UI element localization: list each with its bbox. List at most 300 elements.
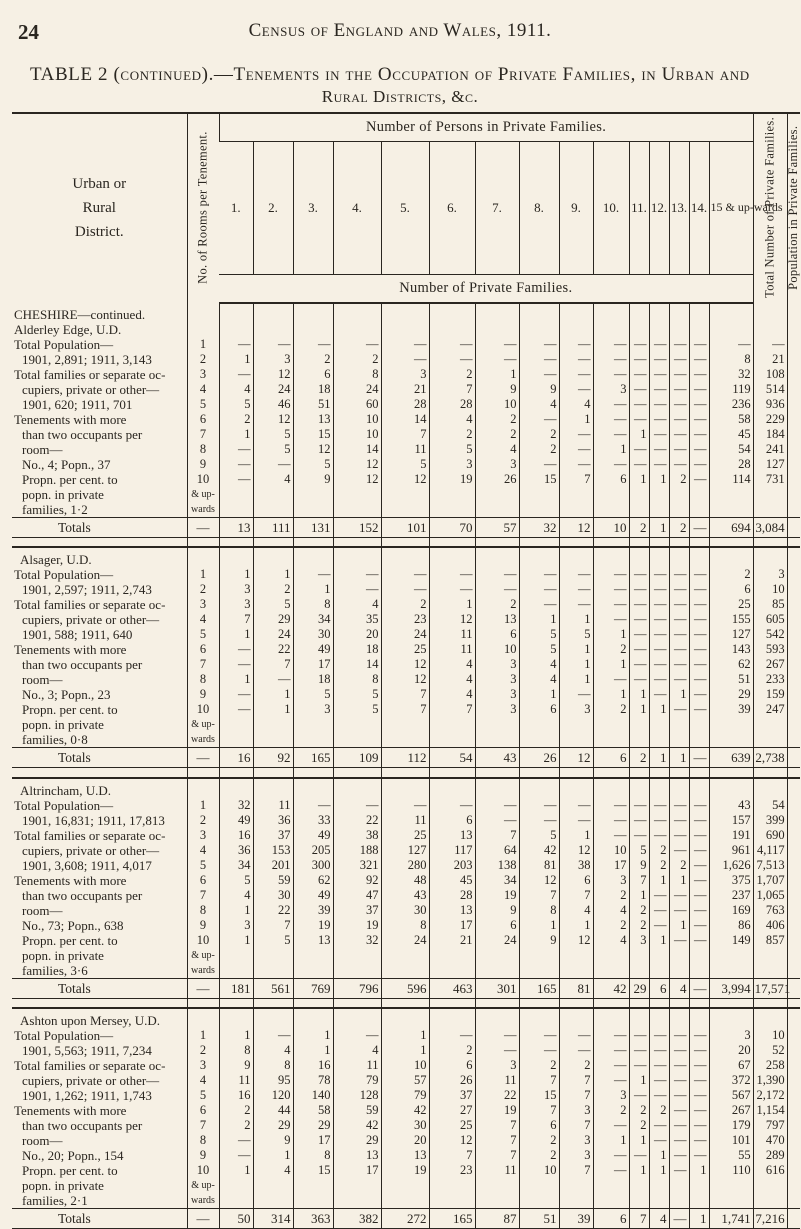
blank-cell bbox=[381, 717, 429, 732]
totals-value: 769 bbox=[293, 978, 333, 998]
rooms-wards: wards bbox=[187, 732, 219, 748]
persons-value: 3 bbox=[475, 687, 519, 702]
persons-value: 1 bbox=[629, 1073, 649, 1088]
persons-value: 37 bbox=[253, 828, 293, 843]
persons-value: — bbox=[669, 597, 689, 612]
district-name-filler bbox=[709, 303, 753, 322]
persons-value: 4 bbox=[593, 903, 629, 918]
persons-value: — bbox=[649, 427, 669, 442]
blank-cell bbox=[753, 963, 787, 979]
persons-value: — bbox=[475, 582, 519, 597]
persons-value: — bbox=[669, 337, 689, 352]
blank-cell bbox=[689, 963, 709, 979]
total-families-value: 169 bbox=[709, 903, 753, 918]
row-edge bbox=[787, 1163, 800, 1178]
persons-value: 7 bbox=[475, 1118, 519, 1133]
persons-value: 1 bbox=[429, 597, 475, 612]
persons-value: 34 bbox=[293, 612, 333, 627]
persons-value: 6 bbox=[429, 813, 475, 828]
persons-value: 5 bbox=[253, 442, 293, 457]
blank-cell bbox=[593, 1193, 629, 1209]
persons-value: — bbox=[219, 657, 253, 672]
persons-value: 60 bbox=[333, 397, 381, 412]
persons-value: 20 bbox=[381, 1133, 429, 1148]
persons-value: 7 bbox=[519, 1103, 559, 1118]
persons-value: — bbox=[689, 828, 709, 843]
blank-cell bbox=[709, 502, 753, 518]
persons-value: — bbox=[219, 1133, 253, 1148]
population-value: 542 bbox=[753, 627, 787, 642]
persons-value: — bbox=[559, 687, 593, 702]
persons-value: 2 bbox=[519, 1148, 559, 1163]
totals-value: 26 bbox=[519, 748, 559, 768]
row-label: room— bbox=[22, 902, 63, 918]
spacer-cell bbox=[753, 998, 787, 1008]
population-value: 514 bbox=[753, 382, 787, 397]
persons-value: 9 bbox=[219, 1058, 253, 1073]
persons-value: — bbox=[669, 582, 689, 597]
blank-cell bbox=[559, 487, 593, 502]
district-name-filler bbox=[753, 547, 787, 567]
table-row bbox=[12, 1028, 800, 1043]
row-edge bbox=[787, 1073, 800, 1088]
table-row bbox=[12, 828, 800, 843]
rooms-value: 7 bbox=[187, 427, 219, 442]
persons-value: 20 bbox=[333, 627, 381, 642]
blank-cell bbox=[219, 502, 253, 518]
blank-cell bbox=[669, 963, 689, 979]
row-label: cupiers, private or other— bbox=[22, 1073, 160, 1089]
persons-value: 1 bbox=[559, 672, 593, 687]
row-edge bbox=[787, 442, 800, 457]
totals-value: 2 bbox=[629, 748, 649, 768]
totals-value: 796 bbox=[333, 978, 381, 998]
persons-value: 32 bbox=[219, 798, 253, 813]
total-families-value: 86 bbox=[709, 918, 753, 933]
blank-cell bbox=[429, 1193, 475, 1209]
total-families-value: 237 bbox=[709, 888, 753, 903]
spacer-cell bbox=[187, 768, 219, 778]
district-name-filler bbox=[689, 1008, 709, 1028]
persons-value: — bbox=[649, 1133, 669, 1148]
table-row-extra bbox=[12, 1193, 800, 1209]
persons-col-header: 7. bbox=[475, 141, 519, 275]
persons-value: 7 bbox=[475, 1148, 519, 1163]
spacer-cell bbox=[519, 998, 559, 1008]
census-table bbox=[12, 112, 800, 1229]
population-value: 857 bbox=[753, 933, 787, 948]
row-edge bbox=[787, 427, 800, 442]
population-value: 936 bbox=[753, 397, 787, 412]
persons-value: — bbox=[649, 1088, 669, 1103]
totals-value: 1,741 bbox=[709, 1209, 753, 1229]
spacer-cell bbox=[559, 768, 593, 778]
district-name-filler bbox=[787, 322, 800, 337]
persons-value: — bbox=[649, 612, 669, 627]
persons-value: 8 bbox=[519, 903, 559, 918]
persons-col-header: 3. bbox=[293, 141, 333, 275]
spacer-cell bbox=[333, 998, 381, 1008]
row-edge bbox=[787, 582, 800, 597]
persons-value: 7 bbox=[559, 1118, 593, 1133]
district-name-filler bbox=[333, 547, 381, 567]
persons-value: — bbox=[649, 918, 669, 933]
rooms-value: 1 bbox=[187, 798, 219, 813]
totals-value: 4 bbox=[649, 1209, 669, 1229]
rooms-value: 9 bbox=[187, 918, 219, 933]
persons-value: — bbox=[219, 642, 253, 657]
persons-value: — bbox=[689, 873, 709, 888]
persons-value: 28 bbox=[381, 397, 429, 412]
running-head: Census of England and Wales, 1911. bbox=[248, 20, 552, 41]
persons-value: 3 bbox=[559, 1133, 593, 1148]
persons-value: 29 bbox=[333, 1133, 381, 1148]
district-name-filler bbox=[253, 322, 293, 337]
persons-value: — bbox=[649, 798, 669, 813]
persons-value: — bbox=[689, 888, 709, 903]
table-row bbox=[12, 843, 800, 858]
district-name-filler bbox=[519, 1008, 559, 1028]
blank-cell bbox=[593, 717, 629, 732]
row-edge bbox=[787, 918, 800, 933]
district-name-filler bbox=[787, 1008, 800, 1028]
blank-cell bbox=[519, 502, 559, 518]
persons-value: — bbox=[689, 1133, 709, 1148]
table-row bbox=[12, 1118, 800, 1133]
persons-value: — bbox=[293, 567, 333, 582]
blank-cell bbox=[429, 1178, 475, 1193]
persons-value: 49 bbox=[219, 813, 253, 828]
persons-value: — bbox=[593, 798, 629, 813]
persons-value: — bbox=[593, 1148, 629, 1163]
persons-value: 23 bbox=[381, 612, 429, 627]
persons-value: 1 bbox=[629, 888, 649, 903]
persons-value: 1 bbox=[219, 567, 253, 582]
table-row bbox=[12, 1133, 800, 1148]
district-name-filler bbox=[649, 303, 669, 322]
blank-cell bbox=[519, 948, 559, 963]
persons-value: 3 bbox=[475, 702, 519, 717]
district-name-filler bbox=[669, 778, 689, 798]
persons-value: 8 bbox=[253, 1058, 293, 1073]
population-value: 54 bbox=[753, 798, 787, 813]
population-value: 52 bbox=[753, 1043, 787, 1058]
population-value: 399 bbox=[753, 813, 787, 828]
persons-value: 7 bbox=[559, 1073, 593, 1088]
persons-value: — bbox=[689, 427, 709, 442]
persons-value: 300 bbox=[293, 858, 333, 873]
district-name-filler bbox=[519, 778, 559, 798]
total-families-value: 28 bbox=[709, 457, 753, 472]
persons-value: 5 bbox=[293, 457, 333, 472]
blank-cell bbox=[669, 487, 689, 502]
persons-value: 7 bbox=[381, 427, 429, 442]
persons-value: — bbox=[629, 582, 649, 597]
persons-value: 79 bbox=[333, 1073, 381, 1088]
row-label: families, 2·1 bbox=[22, 1193, 88, 1209]
blank-cell bbox=[333, 1178, 381, 1193]
blank-cell bbox=[753, 1178, 787, 1193]
row-edge bbox=[787, 843, 800, 858]
persons-value: 1 bbox=[593, 442, 629, 457]
persons-value: 5 bbox=[293, 687, 333, 702]
persons-value: 42 bbox=[333, 1118, 381, 1133]
persons-value: 24 bbox=[381, 933, 429, 948]
persons-value: 1 bbox=[649, 702, 669, 717]
persons-value: 15 bbox=[293, 427, 333, 442]
total-families-value: 110 bbox=[709, 1163, 753, 1178]
spacer-cell bbox=[709, 768, 753, 778]
persons-value: 5 bbox=[219, 397, 253, 412]
district-name-filler bbox=[381, 778, 429, 798]
totals-value: 112 bbox=[381, 748, 429, 768]
persons-value: 15 bbox=[519, 1088, 559, 1103]
persons-value: — bbox=[559, 382, 593, 397]
spacer-cell bbox=[12, 537, 187, 547]
persons-col-header: 13. bbox=[669, 141, 689, 275]
totals-value: 6 bbox=[649, 978, 669, 998]
row-label: room— bbox=[22, 1133, 63, 1149]
persons-value: — bbox=[649, 442, 669, 457]
persons-value: 8 bbox=[293, 1148, 333, 1163]
persons-value: 1 bbox=[219, 1163, 253, 1178]
persons-value: — bbox=[689, 1118, 709, 1133]
persons-value: — bbox=[689, 1088, 709, 1103]
persons-value: 7 bbox=[519, 888, 559, 903]
persons-value: 4 bbox=[429, 687, 475, 702]
persons-value: — bbox=[629, 367, 649, 382]
blank-cell bbox=[753, 502, 787, 518]
spacer-cell bbox=[253, 537, 293, 547]
persons-value: 10 bbox=[519, 1163, 559, 1178]
persons-value: — bbox=[381, 337, 429, 352]
blank-cell bbox=[253, 1178, 293, 1193]
rooms-value: 9 bbox=[187, 457, 219, 472]
rooms-value: 7 bbox=[187, 657, 219, 672]
page-header bbox=[0, 0, 800, 106]
spacer-cell bbox=[429, 768, 475, 778]
persons-value: 48 bbox=[381, 873, 429, 888]
district-name-filler bbox=[649, 547, 669, 567]
spacer-cell bbox=[753, 768, 787, 778]
persons-col-header: 4. bbox=[333, 141, 381, 275]
persons-value: 5 bbox=[519, 828, 559, 843]
blank-cell bbox=[253, 1193, 293, 1209]
blank-cell bbox=[787, 732, 800, 748]
persons-value: 188 bbox=[333, 843, 381, 858]
persons-value: — bbox=[593, 1118, 629, 1133]
table-row bbox=[12, 1058, 800, 1073]
persons-value: 2 bbox=[559, 1058, 593, 1073]
rooms-value: 2 bbox=[187, 352, 219, 367]
persons-value: — bbox=[669, 888, 689, 903]
blank-cell bbox=[559, 502, 593, 518]
blank-cell bbox=[559, 1178, 593, 1193]
total-families-value: 20 bbox=[709, 1043, 753, 1058]
persons-value: — bbox=[689, 933, 709, 948]
rooms-column-header: No. of Rooms per Tenement. bbox=[187, 113, 219, 303]
totals-value: 561 bbox=[253, 978, 293, 998]
district-name-filler bbox=[429, 1008, 475, 1028]
persons-value: — bbox=[669, 1148, 689, 1163]
persons-value: 36 bbox=[253, 813, 293, 828]
persons-value: — bbox=[689, 918, 709, 933]
persons-value: — bbox=[429, 798, 475, 813]
row-label: 1901, 2,597; 1911, 2,743 bbox=[22, 582, 152, 598]
persons-value: — bbox=[669, 567, 689, 582]
persons-value: — bbox=[669, 642, 689, 657]
persons-value: — bbox=[559, 367, 593, 382]
persons-value: 3 bbox=[559, 1103, 593, 1118]
persons-value: 2 bbox=[519, 427, 559, 442]
district-name-filler bbox=[753, 322, 787, 337]
rooms-value: 4 bbox=[187, 1073, 219, 1088]
persons-value: — bbox=[629, 627, 649, 642]
persons-value: — bbox=[629, 1043, 649, 1058]
persons-value: 10 bbox=[593, 843, 629, 858]
row-edge bbox=[787, 1209, 800, 1229]
blank-cell bbox=[559, 1193, 593, 1209]
persons-value: — bbox=[219, 367, 253, 382]
district-name-filler bbox=[381, 303, 429, 322]
district-name-filler bbox=[519, 547, 559, 567]
persons-value: 62 bbox=[293, 873, 333, 888]
persons-value: — bbox=[559, 352, 593, 367]
persons-value: 6 bbox=[429, 1058, 475, 1073]
district-name: Alsager, U.D. bbox=[12, 547, 187, 567]
district-name-filler bbox=[753, 303, 787, 322]
persons-value: 46 bbox=[253, 397, 293, 412]
spacer-cell bbox=[429, 998, 475, 1008]
persons-value: 2 bbox=[649, 843, 669, 858]
rooms-upwards: & up- bbox=[187, 487, 219, 502]
district-spacer bbox=[12, 537, 800, 547]
persons-value: 4 bbox=[519, 657, 559, 672]
district-name-filler bbox=[475, 778, 519, 798]
persons-value: — bbox=[593, 582, 629, 597]
district-name-filler bbox=[593, 547, 629, 567]
district-name-filler bbox=[669, 547, 689, 567]
district-name-filler bbox=[187, 778, 219, 798]
persons-value: — bbox=[629, 337, 649, 352]
persons-value: 58 bbox=[293, 1103, 333, 1118]
table-row bbox=[12, 597, 800, 612]
persons-value: — bbox=[689, 1103, 709, 1118]
blank-cell bbox=[689, 717, 709, 732]
persons-value: — bbox=[253, 1028, 293, 1043]
total-families-value: 236 bbox=[709, 397, 753, 412]
spacer-cell bbox=[187, 998, 219, 1008]
population-value: 233 bbox=[753, 672, 787, 687]
population-value: 616 bbox=[753, 1163, 787, 1178]
persons-value: 5 bbox=[333, 687, 381, 702]
persons-value: — bbox=[649, 382, 669, 397]
persons-value: 280 bbox=[381, 858, 429, 873]
totals-rooms: — bbox=[187, 1209, 219, 1229]
persons-value: — bbox=[669, 627, 689, 642]
total-families-value: 62 bbox=[709, 657, 753, 672]
persons-value: 1 bbox=[519, 687, 559, 702]
district-name-filler bbox=[253, 303, 293, 322]
persons-value: — bbox=[381, 582, 429, 597]
row-edge bbox=[787, 657, 800, 672]
row-edge bbox=[787, 828, 800, 843]
persons-value: 26 bbox=[475, 472, 519, 487]
persons-value: 59 bbox=[253, 873, 293, 888]
persons-value: 1 bbox=[629, 427, 649, 442]
totals-value: 1 bbox=[649, 748, 669, 768]
total-families-value: 3 bbox=[709, 1028, 753, 1043]
persons-value: 2 bbox=[593, 642, 629, 657]
persons-value: 1 bbox=[649, 933, 669, 948]
persons-value: — bbox=[689, 582, 709, 597]
persons-value: 8 bbox=[333, 367, 381, 382]
persons-value: — bbox=[649, 828, 669, 843]
persons-value: — bbox=[253, 672, 293, 687]
persons-value: 11 bbox=[333, 1058, 381, 1073]
blank-cell bbox=[293, 1178, 333, 1193]
persons-value: — bbox=[593, 1073, 629, 1088]
district-name: Altrincham, U.D. bbox=[12, 778, 187, 798]
district-name-filler bbox=[333, 322, 381, 337]
persons-col-header: 11. bbox=[629, 141, 649, 275]
total-families-value: 961 bbox=[709, 843, 753, 858]
total-families-value: 114 bbox=[709, 472, 753, 487]
total-families-value: 39 bbox=[709, 702, 753, 717]
persons-value: 5 bbox=[253, 597, 293, 612]
persons-value: 2 bbox=[293, 352, 333, 367]
total-families-value: 127 bbox=[709, 627, 753, 642]
spacer-cell bbox=[253, 768, 293, 778]
persons-value: 2 bbox=[519, 1133, 559, 1148]
blank-cell bbox=[629, 732, 649, 748]
spacer-cell bbox=[187, 537, 219, 547]
persons-value: 9 bbox=[629, 858, 649, 873]
row-label: 1901, 588; 1911, 640 bbox=[22, 627, 133, 643]
total-families-value: 191 bbox=[709, 828, 753, 843]
persons-value: — bbox=[649, 1043, 669, 1058]
persons-value: — bbox=[669, 933, 689, 948]
persons-value: — bbox=[629, 442, 649, 457]
row-label: Propn. per cent. to bbox=[22, 1163, 118, 1179]
persons-value: — bbox=[559, 442, 593, 457]
blank-cell bbox=[649, 502, 669, 518]
row-label: popn. in private bbox=[22, 486, 104, 502]
persons-value: — bbox=[559, 813, 593, 828]
persons-value: — bbox=[593, 397, 629, 412]
rooms-value: 3 bbox=[187, 828, 219, 843]
table-row-extra bbox=[12, 487, 800, 502]
rooms-wards: wards bbox=[187, 963, 219, 979]
persons-value: 29 bbox=[253, 612, 293, 627]
blank-cell bbox=[689, 502, 709, 518]
persons-value: 18 bbox=[293, 672, 333, 687]
row-label: Total families or separate oc- bbox=[14, 597, 166, 613]
blank-cell bbox=[669, 502, 689, 518]
persons-value: — bbox=[219, 442, 253, 457]
persons-value: 30 bbox=[253, 888, 293, 903]
total-families-value: 51 bbox=[709, 672, 753, 687]
blank-cell bbox=[253, 502, 293, 518]
row-edge bbox=[787, 1088, 800, 1103]
total-families-value: 67 bbox=[709, 1058, 753, 1073]
row-label: 1901, 620; 1911, 701 bbox=[22, 396, 133, 412]
table-row-extra bbox=[12, 1178, 800, 1193]
blank-cell bbox=[689, 948, 709, 963]
district-name-filler bbox=[333, 778, 381, 798]
persons-value: 11 bbox=[429, 642, 475, 657]
blank-cell bbox=[689, 1178, 709, 1193]
